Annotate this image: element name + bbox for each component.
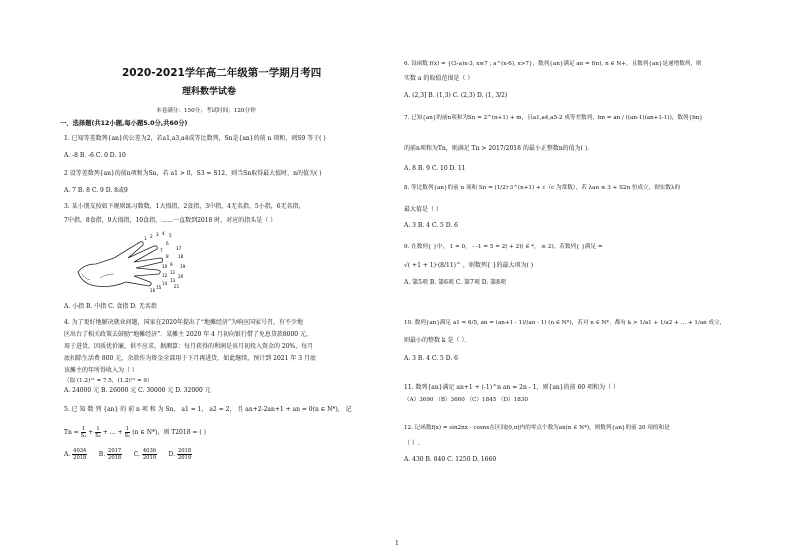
frac-1-sn: $\frac{1}{\text{Sₙ}}$ (124, 426, 131, 439)
hand-number: 13 (170, 278, 176, 283)
hand-number: 5 (169, 233, 172, 238)
q12-line1: 12. 记函数f(x) = sin2nx - cosnx在区间[0,π]内的零点个数为an(n ∈ N*)，则数列{an}的前 20 项的和是 (404, 425, 670, 431)
page-number: 1 (395, 540, 399, 547)
hand-number: 8 (166, 254, 169, 259)
hand-number: 6 (166, 241, 169, 246)
q8-options: A. 3 B. 4 C. 5 D. 6 (404, 222, 458, 229)
q5-option-c: $\frac{4036}{2019}$ (142, 448, 157, 461)
q7-line2: 的前n项和为Tn，则满足 Tn > 2017/2018 的最小正整数n的值为( )． (404, 145, 594, 152)
q8-line1: 8. 等比数列{an}的前 n 项和 Sn = (1/2)·3^(n+1) + c（c 为常数），若 λan ≤ 3 + S2n 恒成立，则实数λ的 (404, 185, 681, 191)
q4-line2: 区出台了相关政策去鼓励“地摊经济”．某摊主 2020 年 4 月初向银行借了免息贷款8000 元， (64, 331, 313, 338)
hand-number: 15 (156, 285, 162, 290)
q4-line4: 底扣除生活费 800 元，余款作为资金全部用于下月再进货，如此继续，预计到 2021 年 3 月底 (64, 355, 316, 362)
hand-number: 4 (162, 231, 165, 236)
q4-line3: 用于进货，因质优价廉，供不应求，据测算：每月获得的利润是该月初投入资金的 20%，每月 (64, 343, 314, 350)
hand-number: 19 (180, 264, 186, 269)
q3-line2: 7中指，8食指，9大拇指，10食指，……一直数到2018 时，对应的指头是（ ） (64, 217, 277, 224)
q5-options: A. $\frac{4034}{2018}$ B. $\frac{2017}{2018}$ C. $\frac{4036}{2019}$ D. $\frac{2018}{2019}$ (64, 448, 192, 461)
hand-number: 10 (162, 264, 168, 269)
q9-line1: 9. 在数列{ }中， 1 = 0， - -1 = 5 = 2( + 2)( ∈ *， ≥ 2)，若数列{ }满足 = (404, 244, 603, 250)
hand-crease-2 (82, 274, 90, 280)
q3-options: A. 小指 B. 中指 C. 食指 D. 无名指 (64, 303, 157, 310)
hand-number: 11 (170, 270, 176, 275)
exam-info: 本卷满分：150分；考试时间：120分钟 (156, 108, 256, 114)
exam-title: 2020-2021学年高二年级第一学期月考四 (122, 67, 322, 79)
q4-options: A. 24000 元 B. 26000 元 C. 30000 元 D. 32000 元 (64, 387, 211, 394)
q6-line2: 实数 a 的取值范围是（ ） (404, 75, 474, 82)
q6-options: A. (2,3] B. (1,3) C. (2,3) D. (1, 3/2) (404, 92, 508, 99)
q12-line2: （ ）. (404, 440, 420, 447)
hand-crease (100, 274, 114, 278)
q10-line2: 则最小的整数 k 是（ ）． (404, 337, 471, 344)
hand-number: 16 (150, 288, 156, 293)
q1-stem: 1. 已知等差数列{an}的公差为2，若a1,a3,a4成等比数列，Sn是{an}的前 n 项和，则S9 等于( ) (64, 135, 326, 142)
q10-options: A. 3 B. 4 C. 5 D. 6 (404, 355, 458, 362)
hand-number: 3 (156, 232, 159, 237)
hand-number: 20 (178, 274, 184, 279)
q6-line1: 6. 设函数 f(x) = {(3-a)x-3, x≤7 ; a^(x-6), x>7}，数列{an}满足 an = f(n), n ∈ N+，且数列{an}是递增数列，则 (404, 61, 702, 67)
q11-options: （A）3690 （B）3660 （C）1845 （D）1830 (404, 397, 528, 403)
q2-stem: 2 设等差数列{an}的前n项和为Sn，若 a1 > 0，S3 = S12，则当Sn取得最大值时，n的值为( ) (64, 170, 322, 177)
q9-line2: √( +1 + 1)·(8/11)^ ，则数列{ }的最大项为( ) (404, 262, 534, 269)
q4-hint: （取 (1.2)¹¹ = 7.5，(1.2)¹² = 9） (64, 378, 153, 384)
q3-line1: 3. 某小朋友按如下规则练习数数，1大拇指，2食指，3中指，4无名指，5小指，6无名指， (64, 203, 305, 210)
q5-tn-rhs: (n ∈ N*)，则 T2018 = ( ) (132, 429, 206, 436)
q7-line1: 7. 已知{an}的前n项和为Sn = 2^(n+1) + m，且a1,a4,a5-2 成等差数列，bn = an / ((an-1)(an+1-1))，数列{bn} (404, 115, 703, 121)
hand-number: 21 (174, 284, 180, 289)
frac-1-s1: $\frac{1}{\text{S₁}}$ (80, 426, 87, 439)
q10-line1: 10. 数列{an}满足 a1 = 6/5, an = (an+1 - 1)/(an - 1) (n ∈ N*)，若对 n ∈ N*，都有 k > 1/a1 + 1/a2 + … + 1/an 成立， (404, 320, 726, 326)
hand-number: 14 (162, 281, 168, 286)
hand-number: 1 (144, 236, 147, 241)
hand-number: 2 (150, 234, 153, 239)
q9-options: A. 第5项 B. 第6项 C. 第7项 D. 第8项 (404, 279, 506, 286)
exam-subtitle: 理科数学试卷 (182, 87, 237, 97)
q4-line5: 该摊主的年所得收入为（ ） (64, 367, 138, 374)
q4-line1: 4. 为了更好地解决就业问题，国家在2020年提出了“地摊经济”为响应国家号召，有不少地 (64, 319, 304, 326)
q5-option-b: $\frac{2017}{2018}$ (108, 448, 122, 461)
q5-tn-formula: Tn = $\frac{1}{\text{S₁}}$ + $\frac{1}{\text{S₂}}$ + … + $\frac{1}{\text{Sₙ}}$ (n ∈ N*)，则 T2018 = ( ) (64, 426, 206, 439)
hand-number: 7 (160, 248, 163, 253)
hand-number: 9 (170, 262, 173, 267)
q1-options: A. -8 B. -6 C. 0 D. 10 (64, 152, 126, 159)
q2-options: A. 7 B. 8 C. 9 D. 8或9 (64, 187, 128, 194)
hand-counting-figure (70, 228, 200, 300)
section-heading: 一、选择题(共12小题,每小题5.0分,共60分) (60, 120, 188, 127)
q5-option-a: $\frac{4034}{2018}$ (73, 448, 87, 461)
q7-options: A. 8 B. 9 C. 10 D. 11 (404, 165, 466, 172)
frac-1-s2: $\frac{1}{\text{S₂}}$ (95, 426, 101, 439)
q5-line1: 5. 已 知 数 列 {an} 的 前 n 项 和 为 Sn， a1 = 1， a2 = 2， 且 an+2-2an+1 + an = 0(n ∈ N*)， 记 (64, 406, 352, 413)
hand-outline (78, 242, 163, 287)
q8-line2: 最大值是（ ） (404, 206, 442, 213)
q5-tn-lhs: Tn = (64, 429, 79, 436)
hand-number: 17 (176, 246, 182, 251)
q12-options: A. 430 B. 840 C. 1250 D. 1660 (404, 456, 497, 463)
q5-option-d: $\frac{2018}{2019}$ (177, 448, 192, 461)
hand-number: 18 (178, 254, 184, 259)
q11-line1: 11. 数列{an}满足 an+1 + (-1)^n an = 2n - 1，则{an}的前 60 项和为（ ） (404, 384, 619, 391)
hand-number: 12 (162, 273, 168, 278)
